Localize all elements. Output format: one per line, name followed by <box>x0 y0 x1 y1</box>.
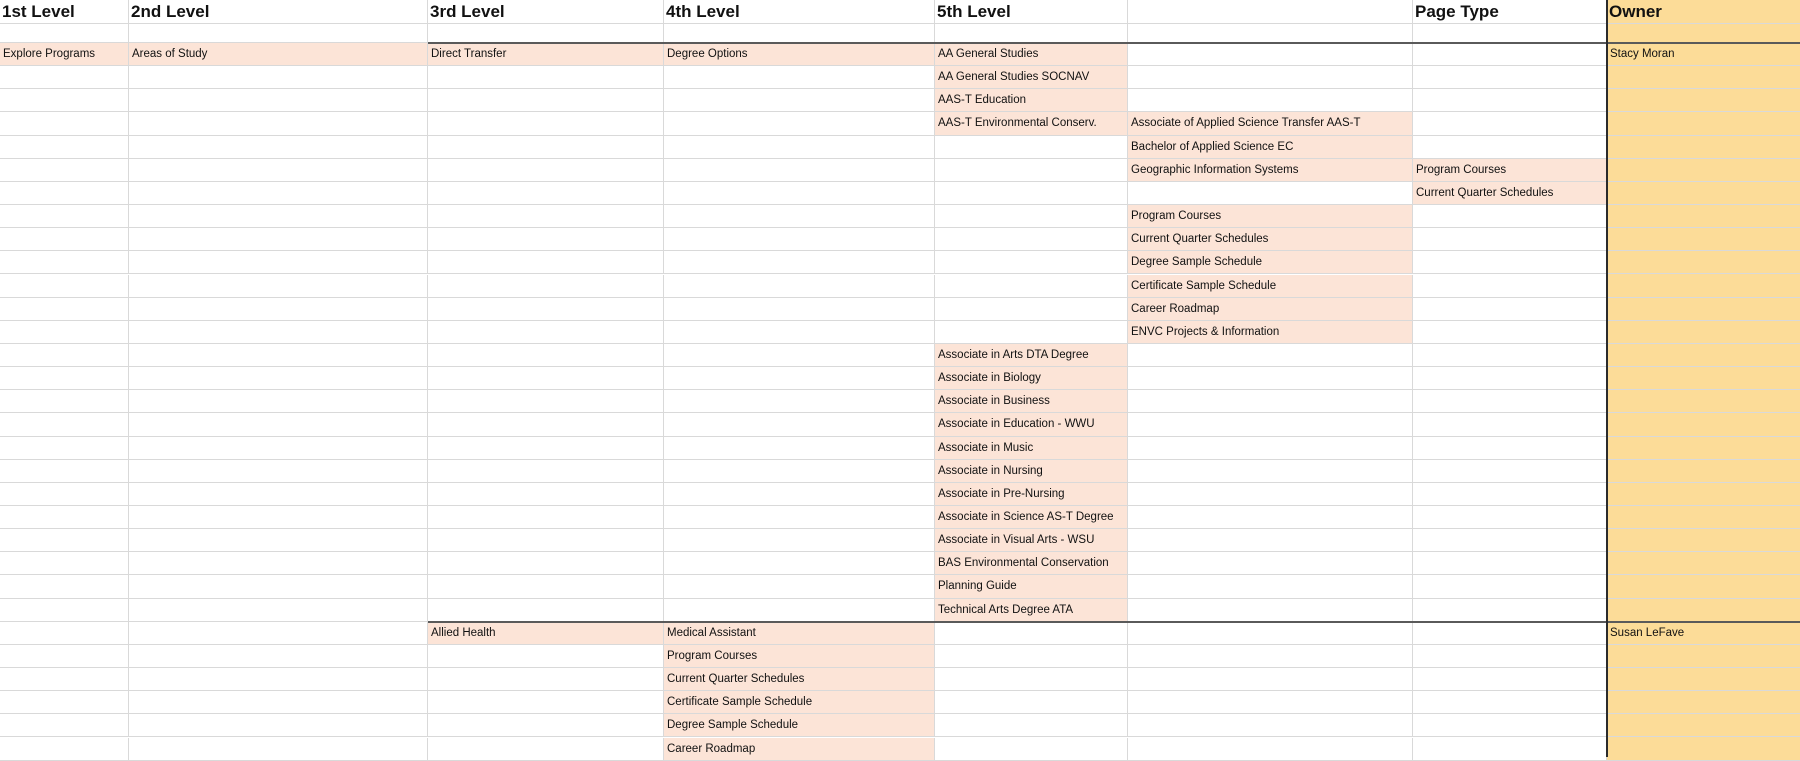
cell-level-3[interactable] <box>428 529 664 552</box>
cell-level-6[interactable] <box>1128 738 1413 761</box>
cell-owner[interactable] <box>1607 552 1800 575</box>
cell-level-3[interactable] <box>428 228 664 251</box>
cell-level-1[interactable] <box>0 668 129 691</box>
cell-level-1[interactable] <box>0 344 129 367</box>
cell-level-5[interactable] <box>935 622 1128 645</box>
cell-level-6[interactable] <box>1128 668 1413 691</box>
cell-level-2[interactable] <box>129 344 428 367</box>
cell-level-4[interactable]: Degree Sample Schedule <box>664 714 935 737</box>
cell-level-4[interactable] <box>664 483 935 506</box>
cell-level-6[interactable]: Career Roadmap <box>1128 298 1413 321</box>
cell-page-type[interactable]: Program Courses <box>1413 159 1607 182</box>
cell-level-3[interactable] <box>428 159 664 182</box>
cell-page-type[interactable] <box>1413 413 1607 436</box>
cell-page-type[interactable] <box>1413 714 1607 737</box>
cell-level-1[interactable] <box>0 437 129 460</box>
cell-page-type[interactable] <box>1413 460 1607 483</box>
cell-level-5[interactable] <box>935 136 1128 159</box>
cell-page-type[interactable] <box>1413 89 1607 112</box>
cell-level-5[interactable] <box>935 159 1128 182</box>
cell-level-1[interactable] <box>0 112 129 135</box>
cell-level-1[interactable] <box>0 575 129 598</box>
cell-page-type[interactable] <box>1413 228 1607 251</box>
cell-level-2[interactable] <box>129 668 428 691</box>
cell-owner[interactable] <box>1607 89 1800 112</box>
cell-level-3[interactable] <box>428 668 664 691</box>
cell-level-1[interactable] <box>0 66 129 89</box>
cell-level-6[interactable] <box>1128 43 1413 66</box>
cell-level-3[interactable] <box>428 413 664 436</box>
cell-level-2[interactable] <box>129 738 428 761</box>
cell-level-6[interactable] <box>1128 622 1413 645</box>
cell-level-6[interactable]: Bachelor of Applied Science EC <box>1128 136 1413 159</box>
cell-level-3[interactable] <box>428 552 664 575</box>
cell-level-5[interactable]: Associate in Nursing <box>935 460 1128 483</box>
cell-page-type[interactable] <box>1413 43 1607 66</box>
header-level-6[interactable] <box>1128 0 1413 24</box>
cell-level-2[interactable] <box>129 205 428 228</box>
cell-level-1[interactable]: Explore Programs <box>0 43 129 66</box>
cell-page-type[interactable] <box>1413 344 1607 367</box>
cell-level-6[interactable] <box>1128 483 1413 506</box>
cell-page-type[interactable] <box>1413 298 1607 321</box>
cell-owner[interactable] <box>1607 205 1800 228</box>
cell-level-1[interactable] <box>0 182 129 205</box>
cell-level-1[interactable] <box>0 622 129 645</box>
section-divider <box>428 42 1800 44</box>
cell-page-type[interactable] <box>1413 367 1607 390</box>
cell-level-3[interactable] <box>428 460 664 483</box>
cell-level-2[interactable] <box>129 599 428 622</box>
cell-level-4[interactable] <box>664 529 935 552</box>
cell-page-type[interactable] <box>1413 668 1607 691</box>
cell-page-type[interactable]: Current Quarter Schedules <box>1413 182 1607 205</box>
cell-level-3[interactable]: Direct Transfer <box>428 43 664 66</box>
cell-level-6[interactable]: Associate of Applied Science Transfer AAS-T <box>1128 112 1413 135</box>
cell-level-5[interactable] <box>935 298 1128 321</box>
header-level-3[interactable]: 3rd Level <box>428 0 664 24</box>
cell-level-5[interactable]: AAS-T Environmental Conserv. <box>935 112 1128 135</box>
cell-level-2[interactable] <box>129 24 428 43</box>
cell-level-5[interactable]: Associate in Business <box>935 390 1128 413</box>
cell-level-5[interactable] <box>935 668 1128 691</box>
cell-level-2[interactable] <box>129 622 428 645</box>
cell-level-4[interactable] <box>664 182 935 205</box>
cell-level-4[interactable]: Degree Options <box>664 43 935 66</box>
cell-owner[interactable] <box>1607 645 1800 668</box>
cell-owner[interactable] <box>1607 668 1800 691</box>
cell-level-5[interactable]: Associate in Visual Arts - WSU <box>935 529 1128 552</box>
cell-level-1[interactable] <box>0 321 129 344</box>
cell-level-1[interactable] <box>0 483 129 506</box>
cell-owner[interactable]: Stacy Moran <box>1607 43 1800 66</box>
cell-level-3[interactable] <box>428 298 664 321</box>
cell-level-5[interactable] <box>935 738 1128 761</box>
cell-level-5[interactable]: Technical Arts Degree ATA <box>935 599 1128 622</box>
cell-level-4[interactable] <box>664 66 935 89</box>
cell-level-1[interactable] <box>0 228 129 251</box>
cell-page-type[interactable] <box>1413 483 1607 506</box>
cell-level-4[interactable] <box>664 321 935 344</box>
cell-level-5[interactable]: Associate in Education - WWU <box>935 413 1128 436</box>
cell-owner[interactable] <box>1607 344 1800 367</box>
cell-level-1[interactable] <box>0 136 129 159</box>
section-divider <box>428 621 1800 623</box>
cell-level-3[interactable] <box>428 599 664 622</box>
cell-level-6[interactable]: Program Courses <box>1128 205 1413 228</box>
cell-level-5[interactable]: Planning Guide <box>935 575 1128 598</box>
cell-level-2[interactable] <box>129 367 428 390</box>
cell-level-3[interactable] <box>428 112 664 135</box>
cell-level-1[interactable] <box>0 529 129 552</box>
cell-owner[interactable] <box>1607 437 1800 460</box>
cell-level-2[interactable] <box>129 251 428 274</box>
cell-level-5[interactable]: Associate in Arts DTA Degree <box>935 344 1128 367</box>
cell-level-2[interactable] <box>129 460 428 483</box>
cell-level-5[interactable] <box>935 275 1128 298</box>
cell-level-3[interactable] <box>428 136 664 159</box>
cell-owner[interactable] <box>1607 136 1800 159</box>
cell-owner[interactable] <box>1607 460 1800 483</box>
cell-level-4[interactable] <box>664 112 935 135</box>
cell-level-1[interactable] <box>0 599 129 622</box>
cell-level-1[interactable] <box>0 251 129 274</box>
cell-page-type[interactable] <box>1413 738 1607 761</box>
cell-owner[interactable] <box>1607 738 1800 761</box>
cell-level-5[interactable] <box>935 645 1128 668</box>
cell-level-4[interactable] <box>664 575 935 598</box>
cell-level-4[interactable]: Certificate Sample Schedule <box>664 691 935 714</box>
cell-level-6[interactable] <box>1128 460 1413 483</box>
cell-owner[interactable] <box>1607 321 1800 344</box>
cell-owner[interactable] <box>1607 66 1800 89</box>
cell-level-6[interactable] <box>1128 89 1413 112</box>
cell-level-5[interactable] <box>935 691 1128 714</box>
cell-page-type[interactable] <box>1413 437 1607 460</box>
cell-level-2[interactable] <box>129 112 428 135</box>
cell-level-1[interactable] <box>0 367 129 390</box>
cell-page-type[interactable] <box>1413 275 1607 298</box>
cell-owner[interactable] <box>1607 691 1800 714</box>
cell-level-3[interactable] <box>428 437 664 460</box>
cell-level-2[interactable] <box>129 437 428 460</box>
cell-level-6[interactable] <box>1128 714 1413 737</box>
cell-level-2[interactable] <box>129 136 428 159</box>
cell-level-2[interactable] <box>129 390 428 413</box>
cell-level-6[interactable] <box>1128 552 1413 575</box>
cell-level-6[interactable] <box>1128 691 1413 714</box>
cell-page-type[interactable] <box>1413 691 1607 714</box>
cell-level-1[interactable] <box>0 89 129 112</box>
cell-level-3[interactable] <box>428 483 664 506</box>
cell-level-6[interactable] <box>1128 599 1413 622</box>
cell-page-type[interactable] <box>1413 645 1607 668</box>
cell-level-4[interactable] <box>664 275 935 298</box>
cell-level-3[interactable] <box>428 506 664 529</box>
header-level-1[interactable]: 1st Level <box>0 0 129 24</box>
cell-level-6[interactable] <box>1128 24 1413 43</box>
cell-level-4[interactable] <box>664 344 935 367</box>
cell-level-3[interactable] <box>428 251 664 274</box>
cell-owner[interactable] <box>1607 367 1800 390</box>
header-level-2[interactable]: 2nd Level <box>129 0 428 24</box>
cell-level-2[interactable] <box>129 275 428 298</box>
cell-level-5[interactable]: BAS Environmental Conservation <box>935 552 1128 575</box>
cell-level-2[interactable] <box>129 506 428 529</box>
cell-level-4[interactable]: Program Courses <box>664 645 935 668</box>
cell-level-6[interactable] <box>1128 182 1413 205</box>
cell-level-2[interactable] <box>129 159 428 182</box>
cell-page-type[interactable] <box>1413 66 1607 89</box>
cell-level-5[interactable]: Associate in Pre-Nursing <box>935 483 1128 506</box>
cell-level-6[interactable] <box>1128 367 1413 390</box>
cell-page-type[interactable] <box>1413 622 1607 645</box>
cell-level-3[interactable] <box>428 645 664 668</box>
header-owner[interactable]: Owner <box>1607 0 1800 24</box>
cell-level-2[interactable] <box>129 228 428 251</box>
cell-level-3[interactable] <box>428 24 664 43</box>
cell-level-2[interactable] <box>129 182 428 205</box>
cell-level-2[interactable] <box>129 552 428 575</box>
cell-page-type[interactable] <box>1413 529 1607 552</box>
cell-owner[interactable] <box>1607 575 1800 598</box>
cell-level-6[interactable]: ENVC Projects & Information <box>1128 321 1413 344</box>
cell-level-6[interactable] <box>1128 645 1413 668</box>
cell-level-6[interactable] <box>1128 390 1413 413</box>
cell-page-type[interactable] <box>1413 112 1607 135</box>
cell-level-3[interactable] <box>428 66 664 89</box>
cell-level-1[interactable] <box>0 390 129 413</box>
cell-owner[interactable] <box>1607 182 1800 205</box>
cell-level-6[interactable]: Certificate Sample Schedule <box>1128 275 1413 298</box>
cell-level-2[interactable] <box>129 66 428 89</box>
cell-level-5[interactable]: AAS-T Education <box>935 89 1128 112</box>
cell-level-4[interactable] <box>664 251 935 274</box>
cell-level-5[interactable] <box>935 321 1128 344</box>
cell-level-2[interactable] <box>129 483 428 506</box>
cell-owner[interactable] <box>1607 714 1800 737</box>
cell-level-4[interactable] <box>664 437 935 460</box>
cell-level-4[interactable] <box>664 599 935 622</box>
cell-level-3[interactable] <box>428 89 664 112</box>
cell-level-5[interactable]: AA General Studies SOCNAV <box>935 66 1128 89</box>
cell-level-5[interactable] <box>935 228 1128 251</box>
cell-page-type[interactable] <box>1413 506 1607 529</box>
cell-level-4[interactable] <box>664 298 935 321</box>
cell-level-3[interactable] <box>428 390 664 413</box>
header-level-4[interactable]: 4th Level <box>664 0 935 24</box>
cell-level-5[interactable]: Associate in Music <box>935 437 1128 460</box>
cell-level-6[interactable] <box>1128 344 1413 367</box>
cell-level-6[interactable] <box>1128 506 1413 529</box>
cell-level-5[interactable]: AA General Studies <box>935 43 1128 66</box>
cell-level-5[interactable] <box>935 24 1128 43</box>
cell-level-4[interactable] <box>664 205 935 228</box>
cell-level-1[interactable] <box>0 298 129 321</box>
cell-page-type[interactable] <box>1413 24 1607 43</box>
cell-level-1[interactable] <box>0 275 129 298</box>
cell-level-2[interactable] <box>129 714 428 737</box>
cell-level-3[interactable] <box>428 714 664 737</box>
cell-level-3[interactable]: Allied Health <box>428 622 664 645</box>
cell-level-4[interactable] <box>664 413 935 436</box>
cell-level-1[interactable] <box>0 159 129 182</box>
cell-level-1[interactable] <box>0 738 129 761</box>
cell-level-5[interactable] <box>935 205 1128 228</box>
header-page-type[interactable]: Page Type <box>1413 0 1607 24</box>
cell-owner[interactable] <box>1607 228 1800 251</box>
cell-level-4[interactable] <box>664 460 935 483</box>
cell-owner[interactable] <box>1607 390 1800 413</box>
cell-level-5[interactable]: Associate in Science AS-T Degree <box>935 506 1128 529</box>
cell-owner[interactable] <box>1607 275 1800 298</box>
cell-level-2[interactable] <box>129 691 428 714</box>
cell-page-type[interactable] <box>1413 599 1607 622</box>
cell-page-type[interactable] <box>1413 575 1607 598</box>
cell-page-type[interactable] <box>1413 205 1607 228</box>
cell-level-2[interactable] <box>129 645 428 668</box>
cell-owner[interactable] <box>1607 483 1800 506</box>
cell-owner[interactable] <box>1607 24 1800 43</box>
cell-level-6[interactable] <box>1128 437 1413 460</box>
cell-level-1[interactable] <box>0 460 129 483</box>
cell-level-5[interactable] <box>935 182 1128 205</box>
cell-level-3[interactable] <box>428 344 664 367</box>
cell-level-6[interactable] <box>1128 66 1413 89</box>
cell-level-2[interactable]: Areas of Study <box>129 43 428 66</box>
cell-level-3[interactable] <box>428 691 664 714</box>
cell-level-2[interactable] <box>129 321 428 344</box>
cell-level-4[interactable] <box>664 159 935 182</box>
cell-level-4[interactable] <box>664 228 935 251</box>
cell-level-3[interactable] <box>428 275 664 298</box>
cell-level-2[interactable] <box>129 89 428 112</box>
cell-owner[interactable] <box>1607 251 1800 274</box>
cell-level-2[interactable] <box>129 298 428 321</box>
cell-page-type[interactable] <box>1413 321 1607 344</box>
cell-level-4[interactable] <box>664 390 935 413</box>
cell-owner[interactable] <box>1607 298 1800 321</box>
cell-level-3[interactable] <box>428 367 664 390</box>
cell-level-6[interactable]: Geographic Information Systems <box>1128 159 1413 182</box>
owner-column-border <box>1606 0 1608 757</box>
cell-level-5[interactable] <box>935 251 1128 274</box>
cell-level-1[interactable] <box>0 24 129 43</box>
cell-owner[interactable] <box>1607 159 1800 182</box>
cell-page-type[interactable] <box>1413 136 1607 159</box>
cell-level-3[interactable] <box>428 575 664 598</box>
cell-level-3[interactable] <box>428 205 664 228</box>
cell-level-1[interactable] <box>0 413 129 436</box>
cell-level-5[interactable] <box>935 714 1128 737</box>
cell-level-1[interactable] <box>0 205 129 228</box>
cell-level-5[interactable]: Associate in Biology <box>935 367 1128 390</box>
cell-level-1[interactable] <box>0 691 129 714</box>
cell-level-6[interactable]: Degree Sample Schedule <box>1128 251 1413 274</box>
cell-level-3[interactable] <box>428 182 664 205</box>
cell-level-4[interactable] <box>664 367 935 390</box>
cell-level-4[interactable]: Career Roadmap <box>664 738 935 761</box>
cell-page-type[interactable] <box>1413 390 1607 413</box>
cell-page-type[interactable] <box>1413 552 1607 575</box>
cell-owner[interactable]: Susan LeFave <box>1607 622 1800 645</box>
cell-level-1[interactable] <box>0 714 129 737</box>
cell-level-4[interactable]: Medical Assistant <box>664 622 935 645</box>
cell-level-2[interactable] <box>129 529 428 552</box>
cell-level-4[interactable] <box>664 24 935 43</box>
cell-page-type[interactable] <box>1413 251 1607 274</box>
cell-level-2[interactable] <box>129 575 428 598</box>
cell-owner[interactable] <box>1607 112 1800 135</box>
cell-level-4[interactable] <box>664 552 935 575</box>
cell-level-3[interactable] <box>428 321 664 344</box>
cell-owner[interactable] <box>1607 506 1800 529</box>
cell-level-4[interactable] <box>664 136 935 159</box>
header-level-5[interactable]: 5th Level <box>935 0 1128 24</box>
cell-level-6[interactable] <box>1128 575 1413 598</box>
cell-level-3[interactable] <box>428 738 664 761</box>
cell-owner[interactable] <box>1607 413 1800 436</box>
cell-level-2[interactable] <box>129 413 428 436</box>
cell-owner[interactable] <box>1607 599 1800 622</box>
cell-level-6[interactable] <box>1128 529 1413 552</box>
cell-level-1[interactable] <box>0 506 129 529</box>
cell-level-4[interactable]: Current Quarter Schedules <box>664 668 935 691</box>
cell-level-6[interactable] <box>1128 413 1413 436</box>
cell-level-4[interactable] <box>664 506 935 529</box>
cell-level-1[interactable] <box>0 552 129 575</box>
cell-level-6[interactable]: Current Quarter Schedules <box>1128 228 1413 251</box>
cell-level-4[interactable] <box>664 89 935 112</box>
cell-level-1[interactable] <box>0 645 129 668</box>
cell-owner[interactable] <box>1607 529 1800 552</box>
